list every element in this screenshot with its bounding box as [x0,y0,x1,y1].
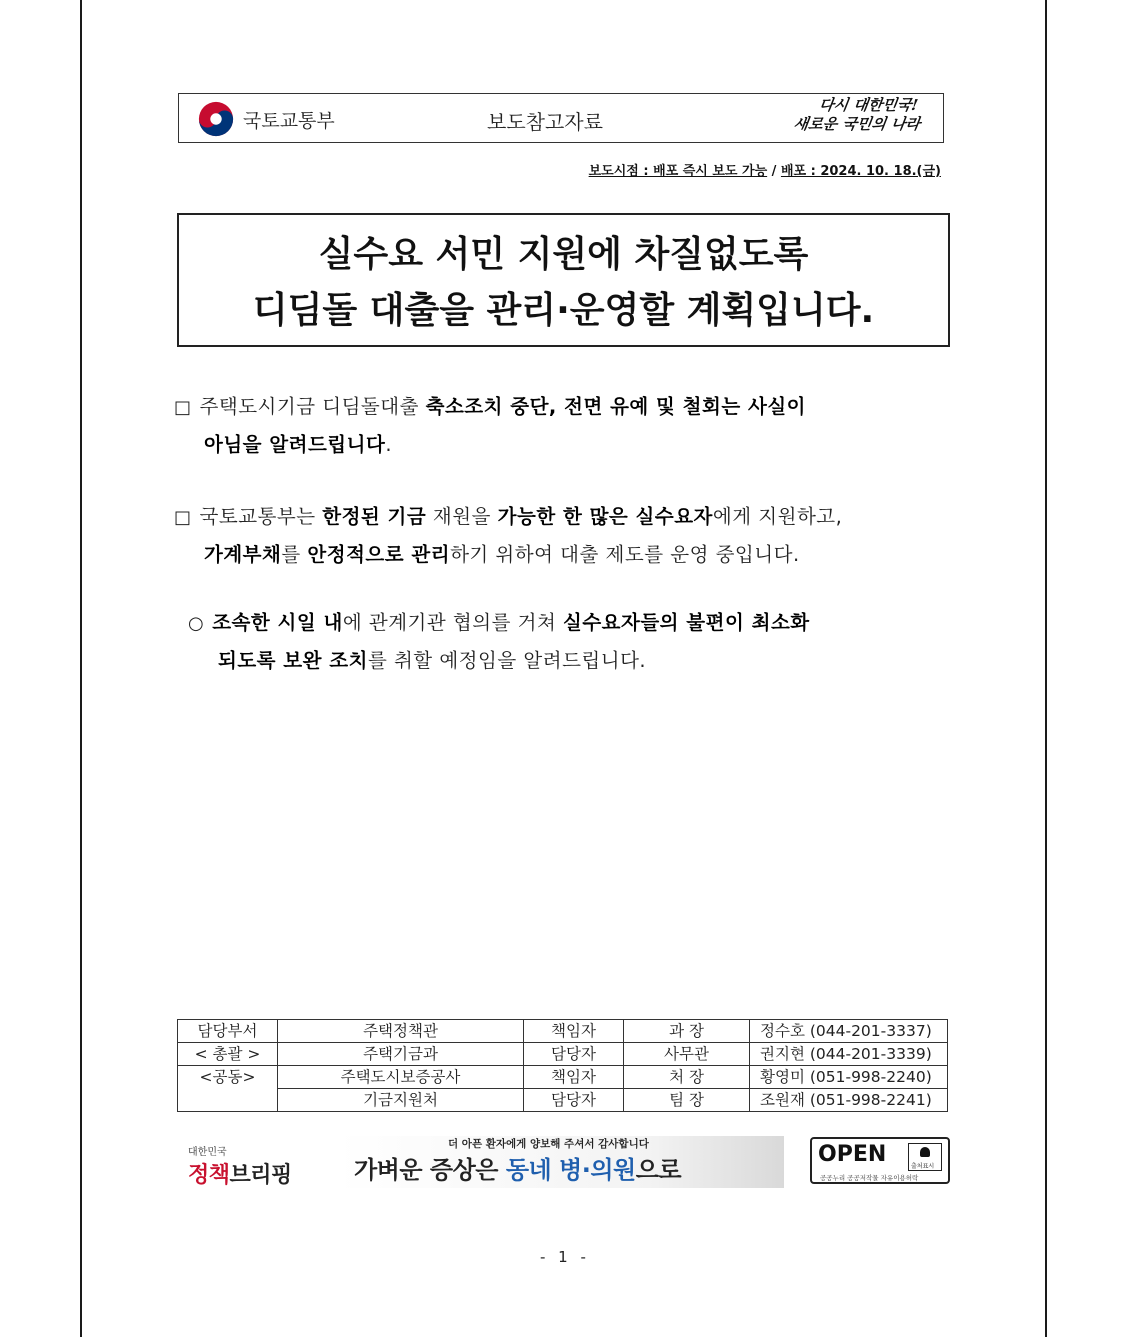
paragraph-3 [188,604,953,679]
banner-big-b: 동네 병·의원 [505,1156,636,1184]
dept-cell: 주택도시보증공사 [278,1066,524,1089]
dept-label: 담당부서 [178,1020,278,1043]
banner-big-text [354,1150,681,1185]
page-left-edge [80,0,82,1337]
dept-cell: 기금지원처 [278,1089,524,1112]
square-bullet-icon: □ [174,507,192,528]
square-bullet-icon: □ [174,397,192,418]
p3-text-b: 에 관계기관 협의를 거쳐 [342,611,563,634]
position-cell: 사무관 [624,1043,750,1066]
contact-table [177,1019,948,1112]
role-cell: 책임자 [524,1020,624,1043]
p1-bold-c: 아님을 알려드립니다 [204,433,386,456]
table-row [178,1089,948,1112]
open-sub-text: 공공누리 공공저작물 자유이용허락 [820,1174,919,1182]
role-cell: 책임자 [524,1066,624,1089]
attribution-icon [908,1143,942,1171]
release-timing: 보도시점 : 배포 즉시 보도 가능 [588,164,768,179]
open-text: OPEN [818,1142,887,1167]
p2-bold-f: 가계부채 [204,543,282,566]
doc-type: 보도참고자료 [487,110,603,134]
briefing-red-text: 정책 [188,1163,230,1188]
dept-cell: 주택정책관 [278,1020,524,1043]
page-right-edge [1045,0,1047,1337]
taegeuk-logo-icon [197,100,235,138]
paragraph-2 [174,498,954,573]
release-date: 배포 : 2024. 10. 18.(금) [780,164,941,179]
person-cell: 권지현 (044-201-3339) [750,1043,948,1066]
kogl-open-badge [810,1137,950,1184]
briefing-rest-text: 브리핑 [229,1163,292,1188]
p2-text-e: 에게 지원하고, [712,505,843,528]
header-box [178,93,944,143]
policy-briefing-logo [188,1143,292,1189]
person-cell: 정수호 (044-201-3337) [750,1020,948,1043]
person-cell: 황영미 (051-998-2240) [750,1066,948,1089]
p2-text-a: 국토교통부는 [199,505,323,528]
title-line-2: 디딤돌 대출을 관리·운영할 계획입니다. [252,290,875,331]
p2-text-i: 하기 위하여 대출 제도를 운영 중입니다. [450,543,800,566]
p3-bold-a: 조속한 시일 내 [212,611,343,634]
health-banner [338,1136,784,1188]
role-cell: 담당자 [524,1043,624,1066]
p2-bold-b: 한정된 기금 [322,505,427,528]
paragraph-1 [174,388,954,463]
position-cell: 처 장 [624,1066,750,1089]
p3-bold-d: 되도록 보완 조치 [218,649,368,672]
title-line-1: 실수요 서민 지원에 차질없도록 [318,234,809,275]
p1-text-a: 주택도시기금 디딤돌대출 [199,395,426,418]
table-row [178,1020,948,1043]
general-label: < 총괄 > [178,1043,278,1066]
p2-bold-h: 안정적으로 관리 [307,543,451,566]
role-cell: 담당자 [524,1089,624,1112]
ministry-logo [197,100,335,138]
banner-big-a: 가벼운 증상은 [354,1156,506,1184]
slogan [792,96,924,134]
p1-bold-b: 축소조치 중단, 전면 유예 및 철회는 사실이 [425,395,806,418]
p3-bold-c: 실수요자들의 불편이 최소화 [563,611,810,634]
table-row [178,1043,948,1066]
slogan-line-1: 다시 대한민국! [817,96,919,114]
joint-label: <공동> [178,1066,278,1112]
ministry-name: 국토교통부 [243,109,335,132]
p1-text-d: . [385,433,393,456]
person-icon [920,1147,930,1157]
p2-text-c: 재원을 [426,505,498,528]
briefing-small-text: 대한민국 [188,1147,227,1158]
dept-cell: 주택기금과 [278,1043,524,1066]
attribution-label: 출처표시 [911,1163,935,1170]
p2-text-g: 를 [281,543,308,566]
position-cell: 과 장 [624,1020,750,1043]
table-row [178,1066,948,1089]
p3-text-e: 를 취할 예정임을 알려드립니다. [367,649,647,672]
banner-big-c: 으로 [635,1156,682,1184]
position-cell: 팀 장 [624,1089,750,1112]
person-cell: 조원재 (051-998-2241) [750,1089,948,1112]
release-separator: / [767,164,781,179]
circle-bullet-icon: ○ [188,613,205,634]
banner-small-text: 더 아픈 환자에게 양보해 주셔서 감사합니다 [448,1138,649,1150]
page-number: - 1 - [540,1248,590,1266]
slogan-line-2: 새로운 국민의 나라 [792,115,921,133]
release-line [589,160,941,179]
p2-bold-d: 가능한 한 많은 실수요자 [497,505,713,528]
title-box [177,213,950,347]
